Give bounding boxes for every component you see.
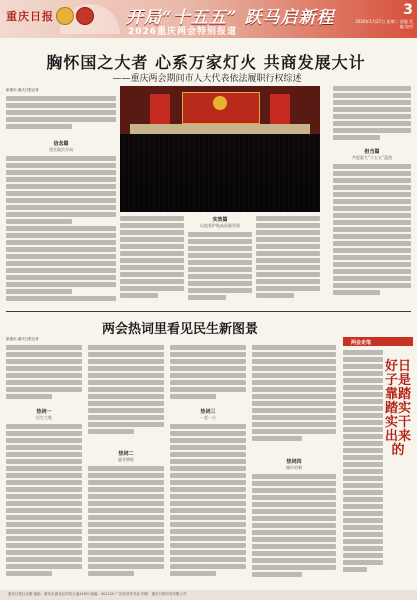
main-headline: 胸怀国之大者 心系万家灯火 共商发展大计 (46, 53, 366, 72)
section-title: 民生大账 (36, 415, 52, 420)
masthead-slogan: 开局“十五五” 跃马启新程 (126, 8, 335, 28)
story1-body-col2 (120, 216, 184, 308)
session-photo (120, 86, 320, 212)
commentary-body (343, 350, 383, 584)
section-tag: 热词三 (200, 409, 216, 415)
section-tag: 热词一 (36, 409, 52, 415)
story1-body-col4a (333, 86, 411, 146)
section-title: 坚定政治方向 (49, 147, 73, 152)
story1-byline: 新重庆-重庆日报记者 (6, 88, 39, 92)
commentary-tag (343, 337, 413, 346)
story2-body-col1b (6, 424, 82, 584)
section-tag: 热词二 (118, 451, 134, 457)
emblem-icon (56, 7, 74, 25)
party-emblem-icon (76, 7, 94, 25)
commentary-tag-label: 两会走笔 (351, 340, 372, 346)
story2-body-col2b (88, 466, 164, 584)
section-title: 一老一小 (200, 415, 216, 420)
section-tag: 热词四 (286, 459, 302, 465)
rostrum (130, 124, 310, 134)
story2-body-col1a (6, 345, 82, 405)
section-title: 共促重大“十五五”蓝图 (351, 155, 393, 160)
story2-body-col4a (252, 345, 336, 455)
second-headline: 两会热词里看见民生新图景 (101, 322, 258, 337)
national-emblem-icon (213, 96, 227, 110)
story1-body-col3 (188, 232, 252, 308)
masthead-subslogan: 2026重庆两会特别报道 (128, 27, 238, 37)
story2-body-col2a (88, 345, 164, 445)
paper-name: 重庆日报 (6, 10, 54, 23)
page-number: 3 (403, 2, 413, 18)
masthead-banner (0, 0, 417, 38)
audience (120, 134, 320, 212)
section-tag: 实效篇 (212, 217, 228, 223)
story1-body-col1b (6, 156, 116, 306)
section-tag: 信念篇 (53, 141, 69, 147)
story2-body-col4b (252, 474, 336, 584)
story1-body-col1a (6, 96, 116, 136)
section-tag: 担当篇 (364, 149, 380, 155)
section-title: 以监督护航高质量发展 (200, 223, 240, 228)
story1-body-col4b (333, 164, 411, 304)
page-info: 2026年1月27日 星期二 责编 美编 校对 (355, 19, 413, 29)
commentary-title: 好日子是靠踏踏实实干出来的 (385, 359, 412, 458)
story2-body-col3b (170, 424, 246, 584)
story1-body-col3b (256, 216, 320, 308)
section-title: 就业增收 (118, 457, 134, 462)
story2-byline: 新重庆-重庆日报记者 (6, 337, 39, 341)
footer-text: 重庆日报社出版 地址：重庆市渝北区同茂大道416号 邮编：401120 广告经营许可证 印刷：重庆日报印务有限公司 (8, 592, 187, 596)
section-divider (6, 311, 411, 312)
story2-body-col3a (170, 345, 246, 405)
main-subheadline: ——重庆两会期间市人大代表依法履职行权综述 (112, 74, 302, 84)
section-title: 城市更新 (286, 465, 302, 470)
